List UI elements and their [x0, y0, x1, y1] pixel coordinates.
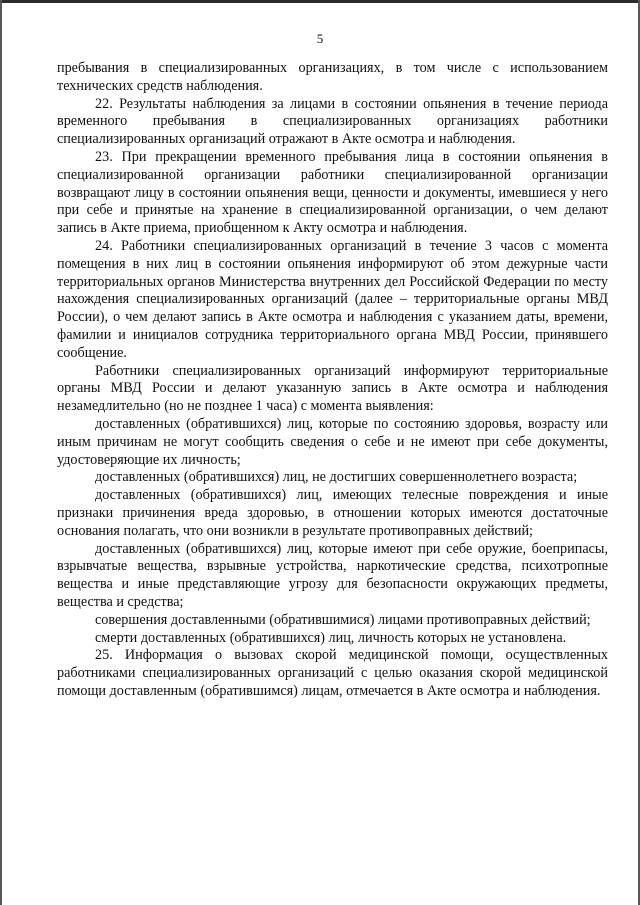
paragraph-notification-intro: Работники специализированных организаций информируют территориальные органы МВД России и делают указанную запись в Акте осмотра и наблюдения незамедлительно (но не позднее 1 часа) с момента выявления:: [57, 362, 608, 415]
document-body: [57, 60, 608, 701]
list-item-unlawful-acts: совершения доставленными (обратившимися) лицами противоправных действий;: [95, 611, 591, 628]
list-item-death: смерти доставленных (обратившихся) лиц, личность которых не установлена.: [95, 629, 567, 646]
paragraph-continuation: пребывания в специализированных организациях, в том числе с использованием технических средств наблюдения.: [57, 60, 608, 94]
page-number: 5: [316, 31, 324, 46]
list-item-weapons: доставленных (обратившихся) лиц, которые имеют при себе оружие, боеприпасы, взрывчатые вещества, взрывные устройства, наркотические средства, психотропные вещества и иные представляющие угрозу для безопасности окружающих предметы, вещества и средства;: [57, 540, 608, 610]
scan-edge-top: [0, 0, 640, 3]
paragraph-item-24: 24. Работники специализированных организаций в течение 3 часов с момента помещения в них лиц в состоянии опьянения информируют об этом дежурные части территориальных органов Министерства внутренних дел Российской Федерации по месту нахождения специализированных организаций (далее – территориальные органы МВД России), о чем делают запись в Акте осмотра и наблюдения с указанием даты, времени, фамилии и инициалов сотрудника территориального органа МВД России, принявшего сообщение.: [57, 237, 608, 361]
scan-edge-left: [0, 0, 2, 905]
list-item-minors: доставленных (обратившихся) лиц, не достигших совершеннолетнего возраста;: [95, 469, 578, 486]
list-item-injuries: доставленных (обратившихся) лиц, имеющих телесные повреждения и иные признаки причинения вреда здоровью, в отношении которых имеются достаточные основания полагать, что они возникли в результате противоправных действий;: [57, 487, 608, 539]
list-item-no-documents: доставленных (обратившихся) лиц, которые по состоянию здоровья, возрасту или иным причинам не могут сообщить сведения о себе и не имеют при себе документы, удостоверяющие их личность;: [57, 415, 608, 468]
paragraph-item-23: 23. При прекращении временного пребывания лица в состоянии опьянения в специализированной организации работники специализированной организации возвращают лицу в состоянии опьянения вещи, ценности и документы, имевшиеся у него при себе и принятые на хранение в специализированной организации, о чем делают запись в Акте приема, приобщенном к Акту осмотра и наблюдения.: [57, 148, 608, 237]
paragraph-item-22: 22. Результаты наблюдения за лицами в состоянии опьянения в течение периода временного пребывания в специализированных организациях работники специализированных организаций отражают в Акте осмотра и наблюдения.: [57, 95, 608, 148]
paragraph-item-25: 25. Информация о вызовах скорой медицинской помощи, осуществленных работниками специализированных организаций с целью оказания скорой медицинской помощи доставленным (обратившимся) лицам, отмечается в Акте осмотра и наблюдения.: [57, 647, 608, 699]
